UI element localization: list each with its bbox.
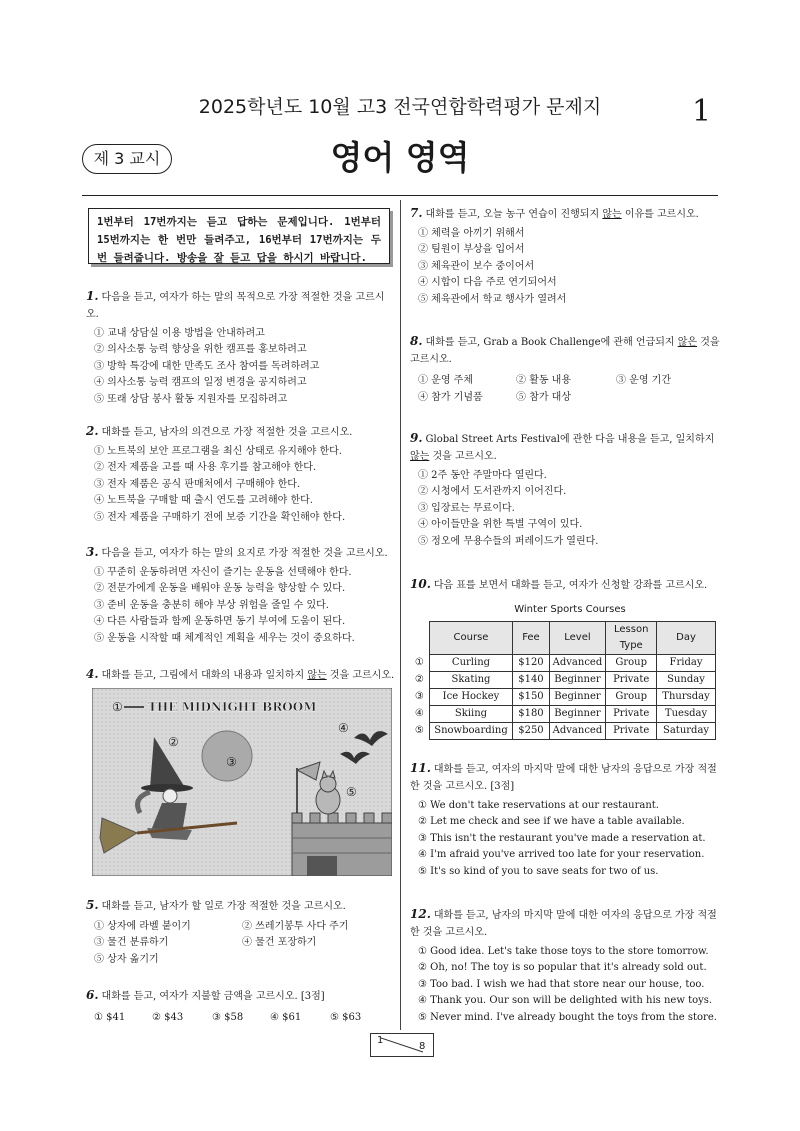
option-1[interactable]: ① Good idea. Let's take those toys to the store tomorrow. xyxy=(418,946,709,957)
question-stem: 대화를 듣고, 여자의 마지막 말에 대한 남자의 응답으로 가장 적절한 것을 고르시오. [3점] xyxy=(410,764,717,792)
cell-day: Tuesday xyxy=(657,706,716,723)
underlined-word: 않는 xyxy=(410,451,430,462)
row-mark[interactable]: ② xyxy=(414,674,424,685)
cell-lesson-type: Private xyxy=(606,723,657,740)
option-4[interactable]: ④ 의사소통 능력 캠프의 일정 변경을 공지하려고 xyxy=(94,377,307,389)
option-1[interactable]: ① 노트북의 보안 프로그램을 최신 상태로 유지해야 한다. xyxy=(94,446,342,457)
option-5[interactable]: ⑤ Never mind. I've already bought the toys from the store. xyxy=(418,1011,717,1023)
marker-5[interactable]: ⑤ xyxy=(346,785,357,799)
question-stem: Global Street Arts Festival에 관한 다음 내용을 듣고, 일치하지 xyxy=(425,434,715,445)
cell-day: Sunday xyxy=(657,672,716,689)
option-5[interactable]: ⑤ 정오에 무용수들의 퍼레이드가 열린다. xyxy=(418,535,599,547)
option-4[interactable]: ④ I'm afraid you've arrived too late for your reservation. xyxy=(418,849,705,861)
option-2[interactable]: ② Oh, no! The toy is so popular that it's already sold out. xyxy=(418,962,707,974)
question-stem: 다음을 듣고, 여자가 하는 말의 목적으로 가장 적절한 것을 고르시오. xyxy=(86,292,385,320)
option-4[interactable]: ④ 참가 기념품 xyxy=(418,392,483,403)
cell-course: Skiing xyxy=(429,706,513,723)
cell-fee: $150 xyxy=(513,689,549,706)
cell-level: Beginner xyxy=(549,689,606,706)
option-2[interactable]: ② 활동 내용 xyxy=(516,375,571,386)
cell-day: Friday xyxy=(657,655,716,672)
option-3[interactable]: ③ Too bad. I wish we had that store near our house, too. xyxy=(418,978,705,990)
option-2[interactable]: ② 팀원이 부상을 입어서 xyxy=(418,244,525,256)
question-stem: 대화를 듣고, 그림에서 대화의 내용과 일치하지 xyxy=(101,670,308,681)
option-5[interactable]: ⑤ 전자 제품을 구매하기 전에 보증 기간을 확인해야 한다. xyxy=(94,511,346,523)
mark-cell xyxy=(410,622,429,655)
question-stem: 대화를 듣고, 남자의 의견으로 가장 적절한 것을 고르시오. xyxy=(101,427,353,438)
question-stem: 다음을 듣고, 여자가 하는 말의 요지로 가장 적절한 것을 고르시오. xyxy=(101,548,388,559)
option-1[interactable]: ① 상자에 라벨 붙이기 xyxy=(94,921,191,932)
cell-fee: $180 xyxy=(513,706,549,723)
table-row[interactable] xyxy=(410,706,716,723)
question-number: 10. xyxy=(410,577,431,591)
current-page: 1 xyxy=(377,1035,384,1046)
underlined-word: 않은 xyxy=(677,337,698,348)
option-2[interactable]: ② 의사소통 능력 향상을 위한 캠프를 홍보하려고 xyxy=(94,344,307,356)
question-stem: 대화를 듣고, 오늘 농구 연습이 진행되지 xyxy=(425,209,603,220)
cell-lesson-type: Group xyxy=(606,655,657,672)
question-number: 2. xyxy=(86,424,99,438)
question-3 xyxy=(86,544,392,647)
option-1[interactable]: ① $41 xyxy=(94,1012,126,1023)
option-5[interactable]: ⑤ It's so kind of you to save seats for two of us. xyxy=(418,865,659,877)
question-number: 11. xyxy=(410,761,431,775)
question-number: 4. xyxy=(86,667,99,681)
question-11 xyxy=(410,760,720,880)
header-day: Day xyxy=(657,622,716,655)
option-1[interactable]: ① 교내 상담실 이용 방법을 안내하려고 xyxy=(94,328,265,339)
question-stem: 대화를 듣고, Grab a Book Challenge에 관해 언급되지 xyxy=(425,337,678,348)
option-5[interactable]: ⑤ 운동을 시작할 때 체계적인 계획을 세우는 것이 중요하다. xyxy=(94,632,355,644)
question-stem: 대화를 듣고, 여자가 지불할 금액을 고르시오. [3점] xyxy=(101,991,325,1002)
cell-fee: $250 xyxy=(513,723,549,740)
option-5[interactable]: ⑤ 또래 상담 봉사 활동 지원자를 모집하려고 xyxy=(94,393,288,405)
option-5[interactable]: ⑤ $63 xyxy=(330,1012,362,1023)
option-4[interactable]: ④ 물건 포장하기 xyxy=(242,937,317,948)
header-lesson-type: Lesson Type xyxy=(606,622,657,655)
option-3[interactable]: ③ 준비 운동을 충분히 해야 부상 위험을 줄일 수 있다. xyxy=(94,599,329,611)
question-number: 3. xyxy=(86,545,99,559)
page-number: 1 xyxy=(692,94,712,129)
row-mark[interactable]: ⑤ xyxy=(414,725,424,736)
option-2[interactable]: ② 쓰레기봉투 사다 주기 xyxy=(242,921,349,932)
column-divider xyxy=(400,200,401,1030)
question-stem: 대화를 듣고, 남자의 마지막 말에 대한 여자의 응답으로 가장 적절한 것을 고르시오. xyxy=(410,910,717,938)
row-mark[interactable]: ① xyxy=(414,657,424,668)
marker-4[interactable]: ④ xyxy=(338,721,349,735)
question-6 xyxy=(86,987,396,1028)
question-10 xyxy=(410,576,720,740)
marker-3[interactable]: ③ xyxy=(226,755,237,769)
option-5[interactable]: ⑤ 참가 대상 xyxy=(516,392,571,403)
option-3[interactable]: ③ 전자 제품은 공식 판매처에서 구매해야 한다. xyxy=(94,478,301,490)
cell-course: Skating xyxy=(429,672,513,689)
question-stem: 대화를 듣고, 남자가 할 일로 가장 적절한 것을 고르시오. xyxy=(101,901,346,912)
witch-castle-illustration xyxy=(92,688,392,876)
question-4-picture xyxy=(92,688,392,876)
question-2 xyxy=(86,423,392,526)
banner-text: THE MIDNIGHT BROOM xyxy=(148,700,317,714)
question-4 xyxy=(86,666,396,684)
cell-lesson-type: Private xyxy=(606,706,657,723)
option-1[interactable]: ① 꾸준히 운동하려면 자신이 즐기는 운동을 선택해야 한다. xyxy=(94,567,352,578)
option-4[interactable]: ④ $61 xyxy=(270,1012,302,1023)
option-1[interactable]: ① 2주 동안 주말마다 열린다. xyxy=(418,470,547,481)
question-1 xyxy=(86,288,392,408)
header-course: Course xyxy=(429,622,513,655)
option-2[interactable]: ② $43 xyxy=(152,1012,184,1023)
table-row[interactable] xyxy=(410,689,716,706)
option-4[interactable]: ④ 시합이 다음 주로 연기되어서 xyxy=(418,277,557,289)
table-title: Winter Sports Courses xyxy=(514,604,626,615)
cell-level: Beginner xyxy=(549,672,606,689)
cell-course: Curling xyxy=(429,655,513,672)
cell-level: Beginner xyxy=(549,706,606,723)
option-3[interactable]: ③ 방학 특강에 대한 만족도 조사 참여를 독려하려고 xyxy=(94,360,320,372)
option-2[interactable]: ② 전자 제품을 고를 때 사용 후기를 참고해야 한다. xyxy=(94,462,317,474)
option-2[interactable]: ② 시청에서 도서관까지 이어진다. xyxy=(418,486,567,498)
question-stem: 다음 표를 보면서 대화를 듣고, 여자가 신청할 강좌를 고르시오. xyxy=(433,580,708,591)
header-level: Level xyxy=(549,622,606,655)
cell-level: Advanced xyxy=(549,723,606,740)
question-number: 7. xyxy=(410,206,423,220)
question-number: 6. xyxy=(86,988,99,1002)
question-7 xyxy=(410,205,720,308)
period-badge: 제 3 교시 xyxy=(82,144,172,174)
cell-course: Ice Hockey xyxy=(429,689,513,706)
cell-day: Saturday xyxy=(657,723,716,740)
header-divider xyxy=(82,195,718,196)
underlined-word: 않는 xyxy=(602,209,622,220)
option-3[interactable]: ③ 운영 기간 xyxy=(616,375,671,386)
cell-day: Thursday xyxy=(657,689,716,706)
question-stem-end: 것을 고르시오. xyxy=(429,451,497,462)
underlined-word: 않는 xyxy=(307,670,327,681)
question-number: 8. xyxy=(410,334,423,348)
header-fee: Fee xyxy=(513,622,549,655)
subject-title: 영어 영역 xyxy=(330,138,470,177)
option-2[interactable]: ② 전문가에게 운동을 배워야 운동 능력을 향상할 수 있다. xyxy=(94,583,346,595)
question-8 xyxy=(410,333,720,407)
marker-1[interactable]: ① xyxy=(112,700,123,714)
table-row[interactable] xyxy=(410,655,716,672)
row-mark[interactable]: ③ xyxy=(414,691,424,702)
marker-2[interactable]: ② xyxy=(168,735,179,749)
option-3[interactable]: ③ This isn't the restaurant you've made a reservation at. xyxy=(418,832,706,844)
page-indicator xyxy=(370,1033,434,1057)
question-9 xyxy=(410,430,720,550)
option-3[interactable]: ③ 체육관이 보수 중이어서 xyxy=(418,260,535,272)
option-2[interactable]: ② Let me check and see if we have a table available. xyxy=(418,816,685,828)
cell-course: Snowboarding xyxy=(429,723,513,740)
question-5 xyxy=(86,897,396,969)
cell-lesson-type: Group xyxy=(606,689,657,706)
option-4[interactable]: ④ 다른 사람들과 함께 운동하면 동기 부여에 도움이 된다. xyxy=(94,616,346,628)
option-3[interactable]: ③ 입장료는 무료이다. xyxy=(418,502,515,514)
option-1[interactable]: ① 운영 주체 xyxy=(418,375,473,386)
option-5[interactable]: ⑤ 상자 옮기기 xyxy=(94,954,159,965)
option-4[interactable]: ④ 노트북을 구매할 때 출시 연도를 고려해야 한다. xyxy=(94,495,313,507)
cell-fee: $120 xyxy=(513,655,549,672)
table-row[interactable] xyxy=(410,672,716,689)
table-row[interactable] xyxy=(410,723,716,740)
question-number: 1. xyxy=(86,289,99,303)
option-3[interactable]: ③ $58 xyxy=(212,1012,244,1023)
listening-notice: 1번부터 17번까지는 듣고 답하는 문제입니다. 1번부터 15번까지는 한 번만 들려주고, 16번부터 17번까지는 두 번 들려줍니다. 방송을 잘 듣고 답을 하시기 바랍니다. xyxy=(88,208,390,264)
option-1[interactable]: ① 체력을 아끼기 위해서 xyxy=(418,228,525,239)
courses-table xyxy=(410,621,716,740)
question-stem-end: 것을 고르시오. xyxy=(326,670,395,681)
option-4[interactable]: ④ 아이들만을 위한 특별 구역이 있다. xyxy=(418,519,583,531)
question-stem-end: 이유를 고르시오. xyxy=(621,209,699,220)
option-5[interactable]: ⑤ 체육관에서 학교 행사가 열려서 xyxy=(418,293,567,305)
option-1[interactable]: ① We don't take reservations at our restaurant. xyxy=(418,800,659,811)
row-mark[interactable]: ④ xyxy=(414,708,424,719)
option-3[interactable]: ③ 물건 분류하기 xyxy=(94,937,169,948)
option-4[interactable]: ④ Thank you. Our son will be delighted with his new toys. xyxy=(418,995,713,1007)
question-number: 5. xyxy=(86,898,99,912)
question-12 xyxy=(410,906,720,1026)
cell-lesson-type: Private xyxy=(606,672,657,689)
cell-fee: $140 xyxy=(513,672,549,689)
question-stem-end: 것을 고르시오. xyxy=(410,337,720,365)
exam-title: 2025학년도 10월 고3 전국연합학력평가 문제지 xyxy=(198,96,602,118)
total-pages: 8 xyxy=(419,1041,426,1052)
question-number: 9. xyxy=(410,431,423,445)
question-number: 12. xyxy=(410,907,431,921)
cell-level: Advanced xyxy=(549,655,606,672)
